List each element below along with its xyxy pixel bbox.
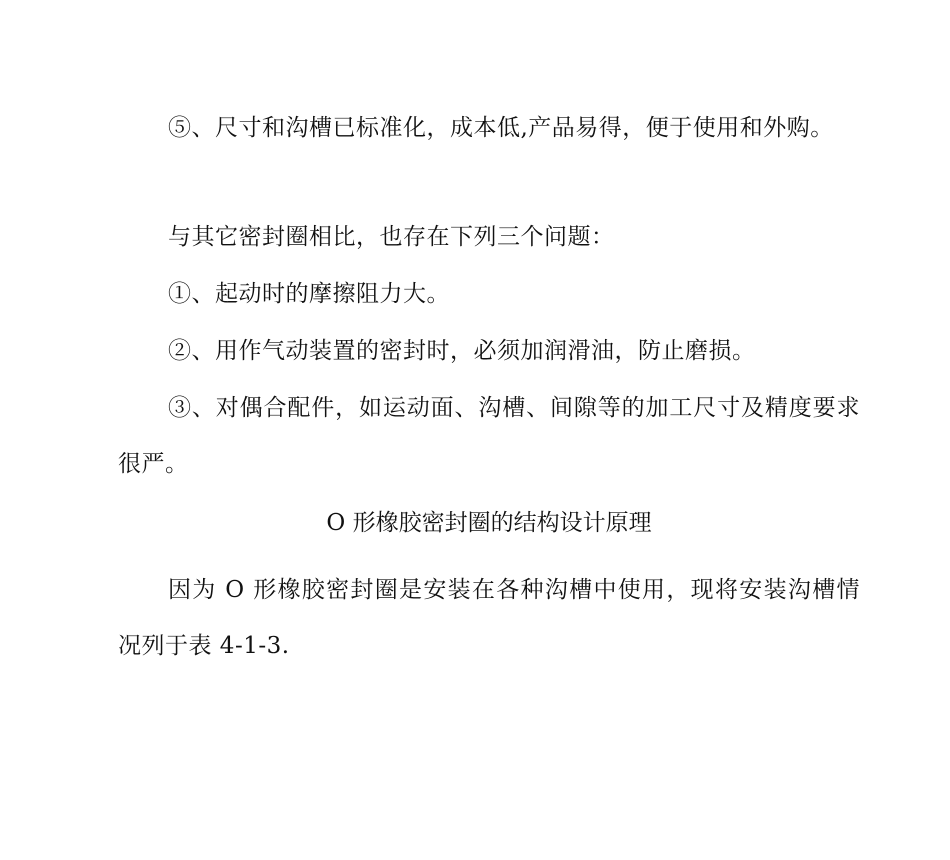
paragraph-problem-3: ③、对偶合配件，如运动面、沟槽、间隙等的加工尺寸及精度要求很严。 — [118, 395, 860, 477]
paragraph-advantage-5: ⑤、尺寸和沟槽已标准化，成本低,产品易得，便于使用和外购。 — [168, 115, 834, 141]
paragraph-problem-1: ①、起动时的摩擦阻力大。 — [168, 281, 450, 307]
paragraph-problems-intro: 与其它密封圈相比，也存在下列三个问题： — [168, 224, 615, 250]
section-heading: O 形橡胶密封圈的结构设计原理 — [326, 510, 652, 536]
paragraph-groove-intro: 因为 O 形橡胶密封圈是安装在各种沟槽中使用，现将安装沟槽情况列于表 4-1-3. — [118, 577, 860, 659]
paragraph-problem-2: ②、用作气动装置的密封时，必须加润滑油，防止磨损。 — [168, 338, 756, 364]
